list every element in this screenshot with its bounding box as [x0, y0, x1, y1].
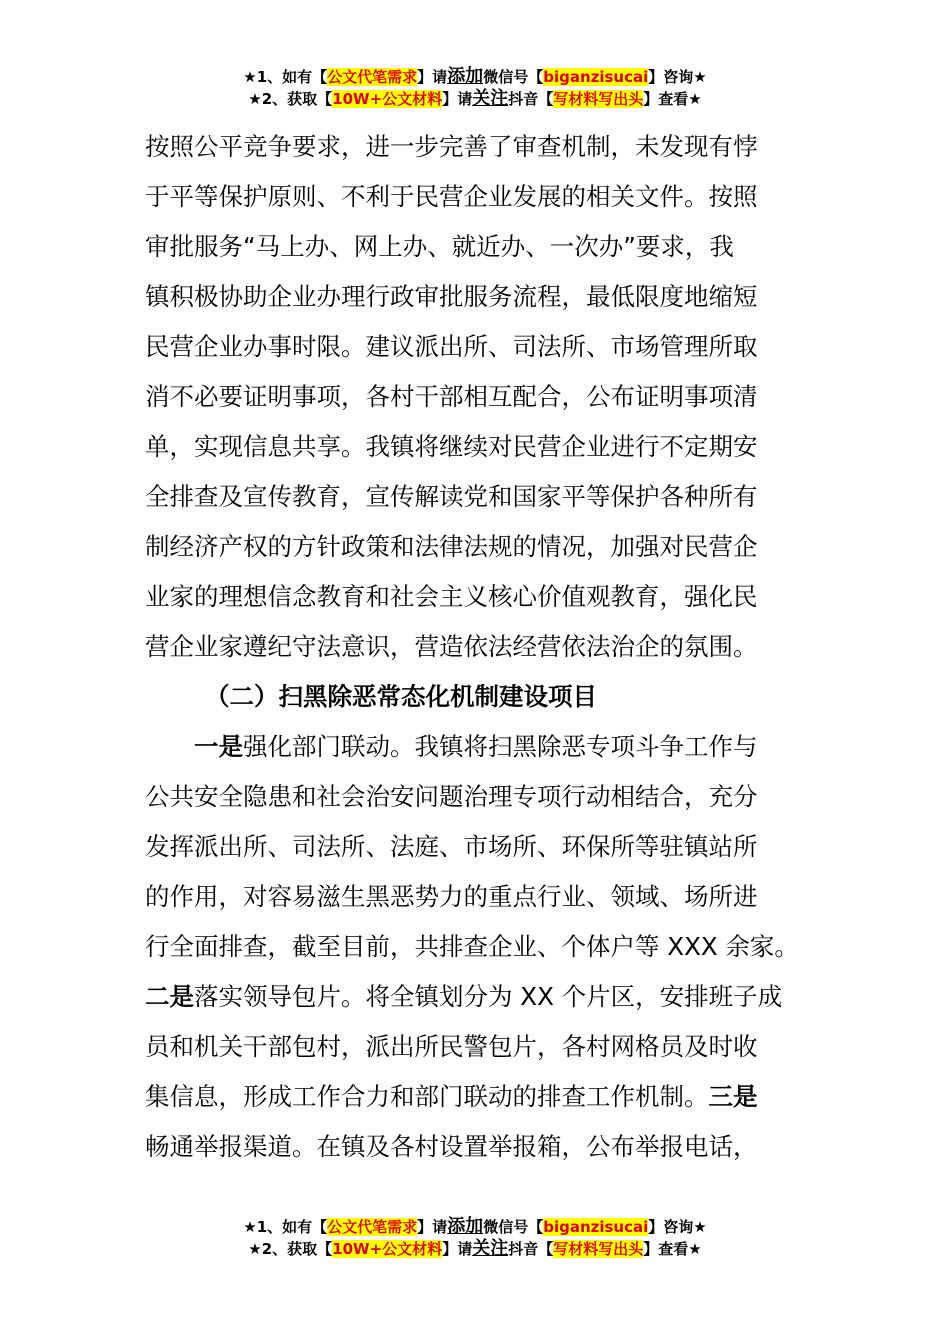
- highlight-writing-service: 公文代笔需求: [327, 68, 418, 86]
- paragraph-line: 一是强化部门联动。我镇将扫黑除恶专项斗争工作与: [194, 732, 758, 761]
- highlight-wechat-id: biganzisucai: [543, 68, 649, 86]
- paragraph-line: 全排查及宣传教育，宣传解读党和国家平等保护各种所有: [145, 482, 758, 511]
- highlight-materials: 10W+公文材料: [332, 90, 443, 108]
- paragraph-line: 员和机关干部包村，派出所民警包片，各村网格员及时收: [145, 1032, 758, 1061]
- point-three-label: 三是: [708, 1082, 758, 1111]
- paragraph-line: 业家的理想信念教育和社会主义核心价值观教育，强化民: [145, 582, 758, 611]
- banner-line-2: ★2、获取【10W+公文材料】请关注抖音【写材料写出头】查看★: [248, 1238, 702, 1259]
- paragraph-line: 审批服务“马上办、网上办、就近办、一次办”要求，我: [145, 232, 734, 261]
- highlight-materials: 10W+公文材料: [332, 1240, 443, 1258]
- paragraph-line: 消不必要证明事项，各村干部相互配合，公布证明事项清: [145, 382, 758, 411]
- highlight-douyin-account: 写材料写出头: [553, 1240, 644, 1258]
- paragraph-line: 单，实现信息共享。我镇将继续对民营企业进行不定期安: [145, 432, 758, 461]
- paragraph-line: 畅通举报渠道。在镇及各村设置举报箱，公布举报电话，: [145, 1132, 758, 1161]
- paragraph-line: 镇积极协助企业办理行政审批服务流程，最低限度地缩短: [145, 282, 758, 311]
- banner-line-1: ★1、如有【公文代笔需求】请添加微信号【biganzisucai】咨询★: [243, 1216, 707, 1237]
- document-body: [145, 122, 810, 1172]
- highlight-wechat-id: biganzisucai: [543, 1218, 649, 1236]
- paragraph-line: 集信息，形成工作合力和部门联动的排查工作机制。三是: [145, 1082, 758, 1111]
- paragraph-line: 行全面排查，截至目前，共排查企业、个体户等 XXX 余家。: [145, 932, 799, 961]
- paragraph-line: 制经济产权的方针政策和法律法规的情况，加强对民营企: [145, 532, 758, 561]
- banner-line-1: ★1、如有【公文代笔需求】请添加微信号【biganzisucai】咨询★: [243, 66, 707, 87]
- point-two-label: 二是: [145, 982, 194, 1011]
- banner-line-2: ★2、获取【10W+公文材料】请关注抖音【写材料写出头】查看★: [248, 88, 702, 109]
- paragraph-line: 营企业家遵纪守法意识，营造依法经营依法治企的氛围。: [145, 632, 758, 661]
- paragraph-line: 发挥派出所、司法所、法庭、市场所、环保所等驻镇站所: [145, 832, 758, 861]
- paragraph-line: 公共安全隐患和社会治安问题治理专项行动相结合，充分: [145, 782, 758, 811]
- paragraph-line: 于平等保护原则、不利于民营企业发展的相关文件。按照: [145, 182, 758, 211]
- paragraph-line: 民营企业办事时限。建议派出所、司法所、市场管理所取: [145, 332, 758, 361]
- footer-banner: [0, 1216, 950, 1260]
- point-one-label: 一是: [194, 732, 243, 761]
- header-banner: [0, 66, 950, 110]
- section-heading: （二）扫黑除恶常态化机制建设项目: [205, 682, 597, 711]
- paragraph-line: 按照公平竞争要求，进一步完善了审查机制，未发现有悖: [145, 132, 758, 161]
- highlight-douyin-account: 写材料写出头: [553, 90, 644, 108]
- paragraph-line: 二是落实领导包片。将全镇划分为 XX 个片区，安排班子成: [145, 982, 783, 1011]
- highlight-writing-service: 公文代笔需求: [327, 1218, 418, 1236]
- paragraph-line: 的作用，对容易滋生黑恶势力的重点行业、领域、场所进: [145, 882, 758, 911]
